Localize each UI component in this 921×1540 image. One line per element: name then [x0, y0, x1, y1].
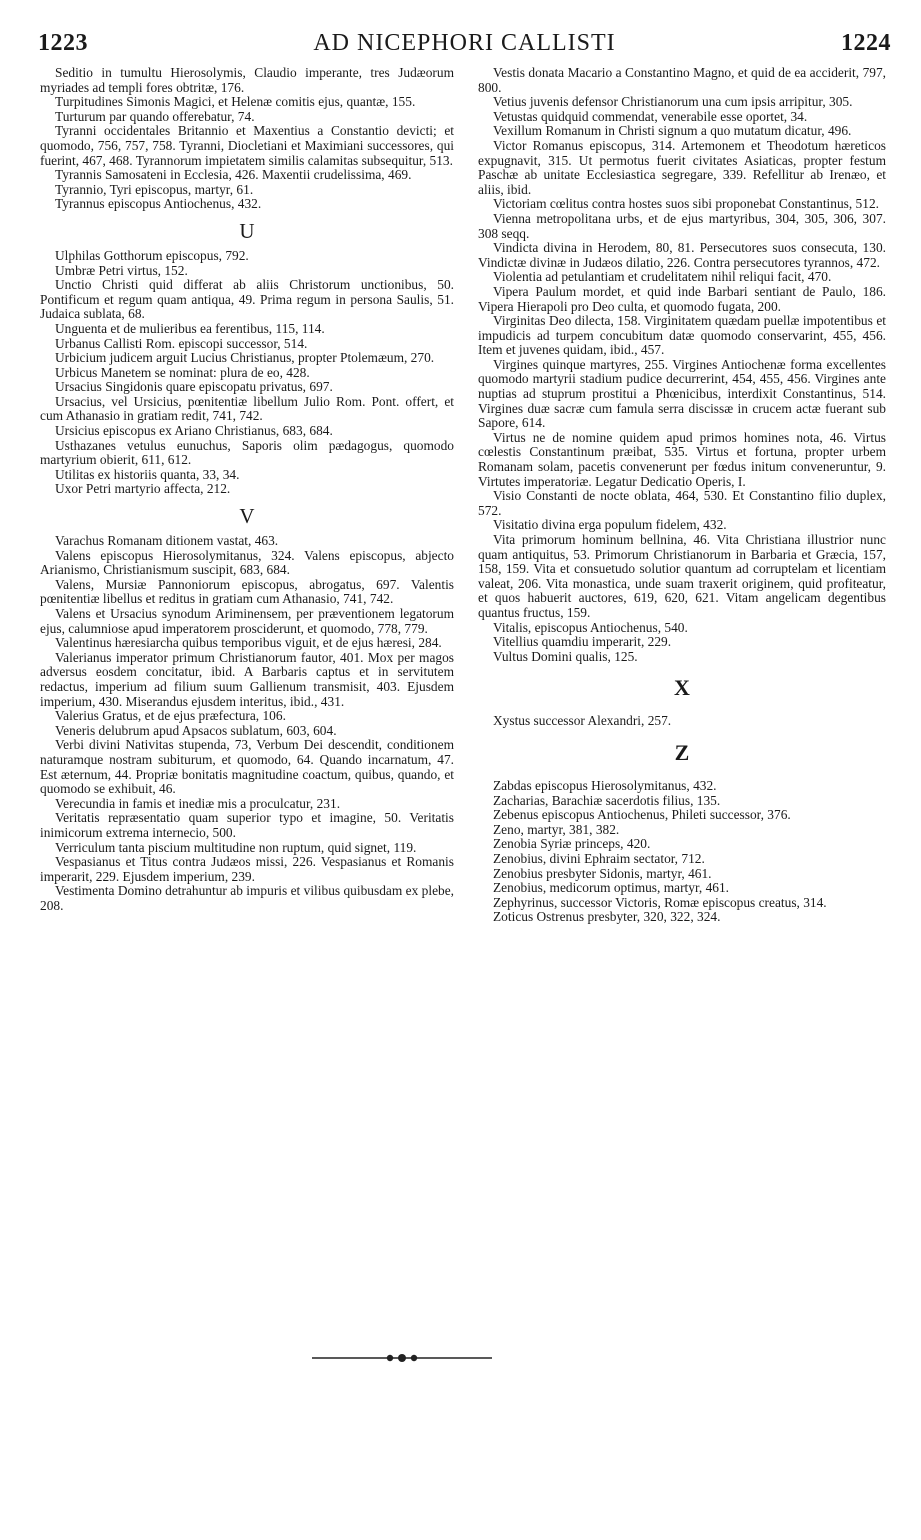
- section-letter: X: [674, 675, 690, 701]
- index-column-left: [40, 66, 454, 913]
- index-entry: Umbræ Petri virtus, 152.: [55, 262, 188, 278]
- index-entry: Ursacius Singidonis quare episcopatu privatus, 697.: [55, 379, 333, 395]
- index-entry: Vetustas quidquid commendat, venerabile esse oportet, 34.: [493, 108, 808, 124]
- end-ornament: [312, 1352, 492, 1364]
- index-entry: Usthazanes vetulus eunuchus, Saporis olim pædagogus, quomodo martyrium obierit, 611, 612.: [40, 437, 454, 468]
- index-entry: Vespasianus et Titus contra Judæos missi, 226. Vespasianus et Romanis imperarit, 229. Ejusdem imperium, 239.: [40, 854, 454, 884]
- index-entry: Varachus Romanam ditionem vastat, 463.: [55, 533, 279, 549]
- section-letter: U: [239, 218, 255, 243]
- index-entry: Virgines quinque martyres, 255. Virgines Antiochenæ forma excellentes quomodo martyrii stadium pudice decurrerint, 454, 455, 456. Virgines ante nuptias ad stuprum prostitui a Phœnicibus, interdixit Constantinus, 514. Virgines duæ sacræ cum famula serra discissæ in crucem actæ fuerant sub Sapore, 614.: [478, 356, 886, 431]
- index-entry: Valens et Ursacius synodum Ariminensem, per præventionem legatorum ejus, calumniose apud imperatorem prosciderunt, et quomodo, 778, 779.: [40, 606, 454, 636]
- page-number-right: 1224: [841, 30, 891, 56]
- index-entry: Valens, Mursiæ Pannoniorum episcopus, abrogatus, 697. Valentis pœnitentiæ libellus et reditus in gratiam cum Athanasio, 741, 742.: [40, 576, 454, 607]
- index-entry: Victor Romanus episcopus, 314. Artemonem et Theodotum hæreticos expugnavit, 315. Ut permotus fuerit civitates Asiaticas, propter festum Paschæ ab unitate Ecclesiastica segregare, 339. Refellitur ab Irenæo, et aliis, ibid.: [478, 137, 886, 197]
- index-entry: Zenobius presbyter Sidonis, martyr, 461.: [493, 865, 712, 881]
- index-entry: Valentinus hæresiarcha quibus temporibus viguit, et de ejus hæresi, 284.: [55, 635, 442, 651]
- index-entry: Ursicius episcopus ex Ariano Christianus, 683, 684.: [55, 423, 333, 439]
- index-entry: Verriculum tanta piscium multitudine non ruptum, quid signet, 119.: [55, 839, 417, 855]
- index-entry: Zenobia Syriæ princeps, 420.: [493, 836, 651, 852]
- index-entry: Visitatio divina erga populum fidelem, 432.: [493, 517, 727, 533]
- index-entry: Unguenta et de mulieribus ea ferentibus, 115, 114.: [55, 320, 325, 336]
- index-entry: Vexillum Romanum in Christi signum a quo mutatum dicatur, 496.: [493, 123, 852, 139]
- index-entry: Unctio Christi quid differat ab aliis Christorum unctionibus, 50. Pontificum et regum quam antiqua, 49. Prima regum in persona Saulis, 51. Judaica sublata, 68.: [40, 277, 454, 322]
- page-header: [38, 30, 891, 64]
- index-entry: Zephyrinus, successor Victoris, Romæ episcopus creatus, 314.: [493, 894, 827, 910]
- index-entry: Vestimenta Domino detrahuntur ab impuris et vilibus quibusdam ex plebe, 208.: [40, 883, 454, 913]
- index-entry: Virginitas Deo dilecta, 158. Virginitatem quædam puellæ impotentibus et impudicis ad turpem concubitum datæ quomodo conservarint, 455, 456. Item et juvenes quidam, ibid., 457.: [478, 313, 886, 358]
- index-entry: Tyrannio, Tyri episcopus, martyr, 61.: [55, 181, 254, 197]
- index-entry: Urbicus Manetem se nominat: plura de eo, 428.: [55, 364, 310, 380]
- index-entry: Zabdas episcopus Hierosolymitanus, 432.: [493, 777, 717, 793]
- index-entry: Xystus successor Alexandri, 257.: [493, 713, 672, 729]
- index-entry: Verbi divini Nativitas stupenda, 73, Verbum Dei descendit, conditionem naturamque nostram subiturum, et quomodo, 64. Quando incarnatum, 47. Est æternum, 44. Propriæ bonitatis magnitudine coactum, quibus, quando, et quomodo se exhibuit, 46.: [40, 737, 454, 797]
- index-entry: Seditio in tumultu Hierosolymis, Claudio imperante, tres Judæorum myriades ad templi fores obtritæ, 176.: [40, 65, 454, 95]
- index-entry: Turturum par quando offerebatur, 74.: [55, 108, 255, 124]
- index-entry: Ursacius, vel Ursicius, pœnitentiæ libellum Julio Rom. Pont. offert, et cum Athanasio in gratiam redit, 741, 742.: [40, 393, 454, 424]
- index-entry: Valens episcopus Hierosolymitanus, 324. Valens episcopus, abjecto Arianismo, Christianismum suscipit, 683, 684.: [40, 547, 454, 578]
- index-entry: Turpitudines Simonis Magici, et Helenæ comitis ejus, quantæ, 155.: [55, 94, 416, 110]
- index-entry: Ulphilas Gotthorum episcopus, 792.: [55, 247, 249, 263]
- index-entry: Uxor Petri martyrio affecta, 212.: [55, 481, 231, 497]
- index-entry: Vetius juvenis defensor Christianorum una cum ipsis arripitur, 305.: [493, 94, 853, 110]
- index-entry: Tyrannis Samosateni in Ecclesia, 426. Maxentii crudelissima, 469.: [55, 167, 412, 183]
- index-entry: Vita primorum hominum bellnina, 46. Vita Christiana illustrior nunc quam antiquitus, 53. Primorum Christianorum in Barbaria et Græcia, 157, 158, 159. Vita et consuetudo solutior quantum ad corruptelam et licentiam valeat, 206. Vita monastica, unde suam traxerit originem, quid profiteatur, et quos habuerit auctores, 619, 620, 621. Vitam angelicam degentibus quantus fructus, 159.: [478, 532, 886, 620]
- index-entry: Vienna metropolitana urbs, et de ejus martyribus, 304, 305, 306, 307. 308 seqq.: [478, 210, 886, 241]
- index-entry: Vestis donata Macario a Constantino Magno, et quid de ea acciderit, 797, 800.: [478, 65, 886, 95]
- index-entry: Veritatis repræsentatio quam superior typo et imagine, 50. Veritatis inimicorum extrema internecio, 500.: [40, 810, 454, 840]
- index-entry: Victoriam cœlitus contra hostes suos sibi proponebat Constantinus, 512.: [493, 196, 879, 212]
- index-entry: Virtus ne de nomine quidem apud primos homines nota, 46. Virtus cœlestis Constantinum præibat, 535. Virtus et fortuna, propter urbem Romanam solam, pacetis convenerunt per fœdus initum conveneruntur, 9. Virtutes imperatoriæ. Legatur Dedicatio Operis, I.: [478, 429, 886, 489]
- index-entry: Visio Constanti de nocte oblata, 464, 530. Et Constantino filio duplex, 572.: [478, 488, 886, 518]
- index-entry: Zoticus Ostrenus presbyter, 320, 322, 324.: [493, 909, 721, 925]
- index-entry: Vitellius quamdiu imperarit, 229.: [493, 634, 672, 650]
- page-number-left: 1223: [38, 30, 88, 56]
- index-entry: Urbicium judicem arguit Lucius Christianus, propter Ptolemæum, 270.: [55, 350, 435, 366]
- index-entry: Tyrannus episcopus Antiochenus, 432.: [55, 196, 262, 212]
- index-entry: Valerianus imperator primum Christianorum fautor, 401. Mox per magos adversus eosdem concitatur, ibid. A Barbaris captus et in servitutem redactus, imperium ad filium suum Gallienum transmisit, 403. Ejusdem imperium, 430. Miserandus ejusdem interitus, ibid., 431.: [40, 649, 454, 709]
- index-entry: Violentia ad petulantiam et crudelitatem nihil reliqui facit, 470.: [493, 269, 832, 285]
- index-entry: Vitalis, episcopus Antiochenus, 540.: [493, 619, 688, 635]
- index-entry: Zenobius, divini Ephraim sectator, 712.: [493, 850, 705, 866]
- index-entry: Veneris delubrum apud Apsacos sublatum, 603, 604.: [55, 722, 337, 738]
- index-entry: Urbanus Callisti Rom. episcopi successor, 514.: [55, 335, 308, 351]
- index-entry: Vindicta divina in Herodem, 80, 81. Persecutores suos consecuta, 130. Vindictæ divinæ in Judæos dilatio, 226. Contra persecutores tyrannos, 472.: [478, 240, 886, 270]
- index-entry: Utilitas ex historiis quanta, 33, 34.: [55, 466, 240, 482]
- index-entry: Zeno, martyr, 381, 382.: [493, 821, 620, 837]
- index-entry: Zenobius, medicorum optimus, martyr, 461.: [493, 880, 729, 896]
- index-entry: Vultus Domini qualis, 125.: [493, 648, 638, 664]
- running-title: AD NICEPHORI CALLISTI: [313, 30, 616, 56]
- index-entry: Valerius Gratus, et de ejus præfectura, 106.: [55, 708, 286, 724]
- index-entry: Zacharias, Barachiæ sacerdotis filius, 135.: [493, 792, 721, 808]
- index-entry: Vipera Paulum mordet, et quid inde Barbari sentiant de Paulo, 186. Vipera Hierapoli pro Deo culta, et quomodo fugata, 200.: [478, 283, 886, 314]
- index-entry: Verecundia in famis et inediæ mis a proculcatur, 231.: [55, 795, 341, 811]
- section-letter: Z: [674, 739, 690, 765]
- index-column-right: [478, 66, 886, 925]
- index-entry: Zebenus episcopus Antiochenus, Phileti successor, 376.: [493, 807, 791, 823]
- index-entry: Tyranni occidentales Britannio et Maxentius a Constantio devicti; et quomodo, 756, 757, 758. Tyranni, Diocletiani et Maximiani successores, qui fuerint, 467, 468. Tyrannorum impietatem similis calamitas subsequitur, 513.: [40, 123, 454, 168]
- section-letter: V: [239, 504, 255, 529]
